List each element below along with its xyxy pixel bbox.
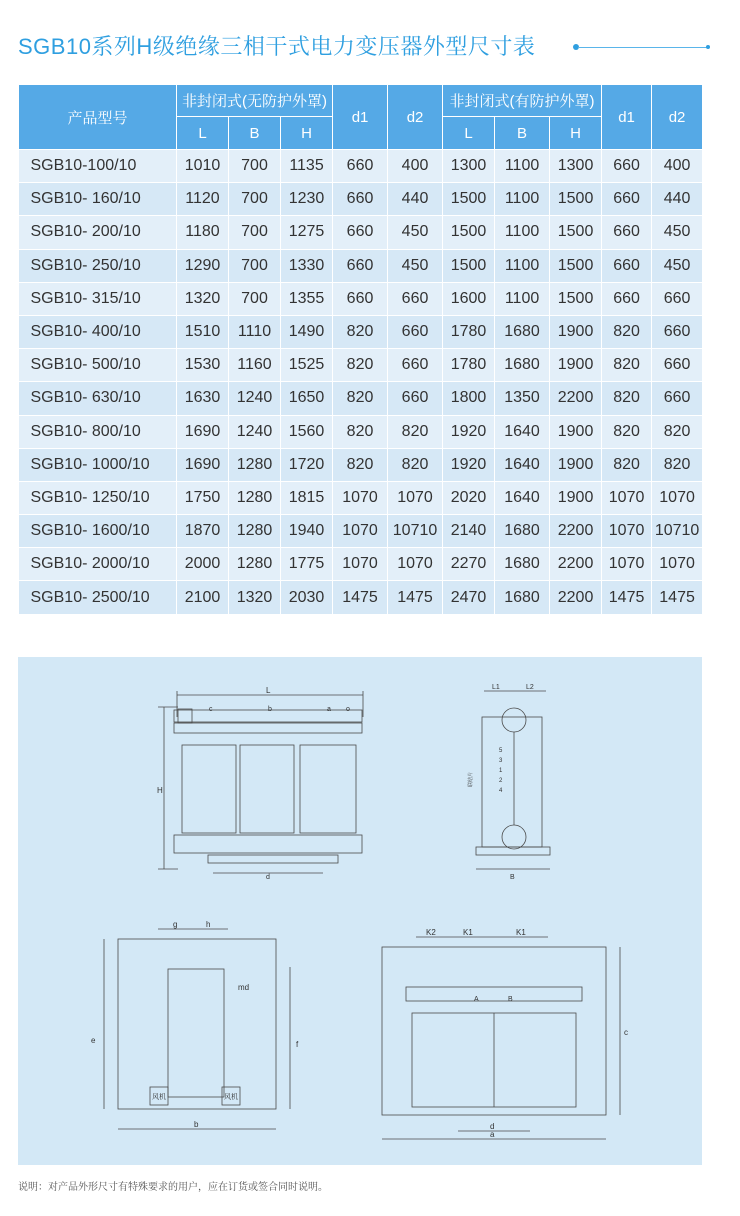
dimension-cell: 400: [652, 150, 703, 183]
dimension-cell: 1100: [495, 216, 550, 249]
table-row: [19, 183, 703, 216]
header-L: L: [177, 117, 229, 150]
dimension-cell: 1135: [281, 150, 333, 183]
model-cell: SGB10- 630/10: [19, 382, 177, 415]
dimension-cell: 1500: [550, 216, 602, 249]
dimension-cell: 1300: [550, 150, 602, 183]
table-row: [19, 415, 703, 448]
title-dot-right: [706, 45, 710, 49]
model-cell: SGB10- 1600/10: [19, 515, 177, 548]
dimension-cell: 820: [388, 415, 443, 448]
dimension-cell: 1070: [388, 481, 443, 514]
table-row: [19, 315, 703, 348]
dimension-cell: 1110: [229, 315, 281, 348]
dimension-cell: 1490: [281, 315, 333, 348]
dimension-cell: 2270: [443, 548, 495, 581]
model-cell: SGB10- 2500/10: [19, 581, 177, 614]
dimension-cell: 1070: [652, 481, 703, 514]
dimension-cell: 1510: [177, 315, 229, 348]
model-cell: SGB10- 160/10: [19, 183, 177, 216]
dimension-cell: 660: [388, 282, 443, 315]
header-H: H: [281, 117, 333, 150]
dimension-cell: 660: [652, 315, 703, 348]
table-row: [19, 448, 703, 481]
header-H-shielded: H: [550, 117, 602, 150]
dimension-cell: 2200: [550, 548, 602, 581]
dimension-cell: 1900: [550, 415, 602, 448]
dimension-cell: 820: [602, 315, 652, 348]
model-cell: SGB10- 200/10: [19, 216, 177, 249]
dimension-cell: 660: [602, 150, 652, 183]
dimension-cell: 450: [652, 249, 703, 282]
dimension-cell: 1070: [602, 515, 652, 548]
dimension-cell: 820: [652, 448, 703, 481]
dimension-cell: 1475: [333, 581, 388, 614]
outline-drawing-panel: [18, 657, 702, 1165]
table-body: [19, 150, 703, 615]
dimension-cell: 660: [333, 282, 388, 315]
dimension-cell: 1350: [495, 382, 550, 415]
dimension-cell: 820: [602, 382, 652, 415]
dimension-cell: 660: [602, 282, 652, 315]
header-d1: d1: [333, 85, 388, 150]
dimension-cell: 820: [388, 448, 443, 481]
dimension-cell: 660: [602, 249, 652, 282]
dimension-cell: 1780: [443, 315, 495, 348]
dimension-cell: 2020: [443, 481, 495, 514]
dimension-cell: 1290: [177, 249, 229, 282]
dimension-cell: 1600: [443, 282, 495, 315]
dimension-cell: 1680: [495, 349, 550, 382]
dimension-cell: 1300: [443, 150, 495, 183]
dim-d-bottom-label: d: [490, 1122, 495, 1131]
dim-K2-label: K2: [426, 928, 436, 937]
dimension-cell: 700: [229, 150, 281, 183]
dimension-cell: 1560: [281, 415, 333, 448]
table-row: [19, 548, 703, 581]
dim-a-bottom-label: a: [490, 1130, 495, 1139]
dim-K1-label: K1: [463, 928, 473, 937]
dim-c-side-label: c: [624, 1028, 628, 1037]
dimension-table: [18, 84, 703, 615]
dimension-cell: 1680: [495, 515, 550, 548]
dimension-cell: 2100: [177, 581, 229, 614]
dimension-cell: 1920: [443, 448, 495, 481]
dim-md-label: md: [238, 983, 250, 992]
model-cell: SGB10- 400/10: [19, 315, 177, 348]
dimension-cell: 1180: [177, 216, 229, 249]
dimension-cell: 660: [333, 183, 388, 216]
dimension-cell: 1240: [229, 382, 281, 415]
dimension-cell: 660: [652, 349, 703, 382]
title-decor-line: [578, 47, 708, 48]
dimension-cell: 820: [333, 448, 388, 481]
dimension-cell: 660: [602, 216, 652, 249]
dimension-cell: 10710: [652, 515, 703, 548]
dimension-cell: 1160: [229, 349, 281, 382]
dimension-cell: 660: [333, 150, 388, 183]
shielded-side-view-drawing: [91, 920, 299, 1129]
fan-label-left: 风机: [152, 1094, 166, 1101]
dim-K1-label-2: K1: [516, 928, 526, 937]
dimension-cell: 1525: [281, 349, 333, 382]
dimension-cell: 1640: [495, 448, 550, 481]
table-row: [19, 150, 703, 183]
model-cell: SGB10- 250/10: [19, 249, 177, 282]
dim-L-label: L: [266, 686, 271, 695]
dimension-cell: 1900: [550, 349, 602, 382]
dimension-cell: 1500: [550, 183, 602, 216]
dim-L1-label: L1: [492, 684, 500, 691]
dimension-cell: 440: [388, 183, 443, 216]
dimension-cell: 1500: [550, 282, 602, 315]
dim-B-label: B: [510, 874, 515, 881]
dimension-cell: 1500: [443, 183, 495, 216]
dimension-cell: 660: [652, 382, 703, 415]
dimension-cell: 660: [652, 282, 703, 315]
header-d2-shielded: d2: [652, 85, 703, 150]
dimension-cell: 660: [333, 249, 388, 282]
model-cell: SGB10- 1250/10: [19, 481, 177, 514]
dim-b-label: b: [268, 706, 272, 713]
dimension-cell: 1070: [333, 515, 388, 548]
dimension-cell: 1500: [443, 249, 495, 282]
dimension-cell: 1330: [281, 249, 333, 282]
dimension-cell: 1940: [281, 515, 333, 548]
dimension-cell: 1720: [281, 448, 333, 481]
dimension-cell: 1475: [602, 581, 652, 614]
dimension-cell: 1750: [177, 481, 229, 514]
dimension-cell: 1500: [550, 249, 602, 282]
dimension-cell: 820: [333, 382, 388, 415]
dim-o-label: o: [346, 706, 350, 713]
dimension-cell: 1070: [602, 481, 652, 514]
dimension-cell: 1870: [177, 515, 229, 548]
dimension-cell: 1070: [333, 548, 388, 581]
dimension-cell: 450: [652, 216, 703, 249]
dimension-cell: 1070: [333, 481, 388, 514]
dimension-cell: 820: [333, 415, 388, 448]
dimension-cell: 1280: [229, 548, 281, 581]
dimension-cell: 660: [388, 382, 443, 415]
dimension-cell: 1680: [495, 548, 550, 581]
model-cell: SGB10- 1000/10: [19, 448, 177, 481]
dimension-cell: 450: [388, 249, 443, 282]
outline-drawings: [18, 657, 702, 1165]
dim-e-label: e: [91, 1036, 96, 1045]
dimension-cell: 1800: [443, 382, 495, 415]
dimension-cell: 820: [652, 415, 703, 448]
header-d1-shielded: d1: [602, 85, 652, 150]
model-cell: SGB10- 2000/10: [19, 548, 177, 581]
page-title: SGB10系列H级绝缘三相干式电力变压器外型尺寸表: [18, 34, 536, 59]
dimension-cell: 1070: [602, 548, 652, 581]
dimension-cell: 1320: [177, 282, 229, 315]
dimension-cell: 2140: [443, 515, 495, 548]
dimension-cell: 1650: [281, 382, 333, 415]
dimension-cell: 2030: [281, 581, 333, 614]
dimension-cell: 2200: [550, 581, 602, 614]
header-L-shielded: L: [443, 117, 495, 150]
tap-label-4: 4: [499, 788, 503, 794]
model-cell: SGB10- 315/10: [19, 282, 177, 315]
dimension-cell: 820: [602, 415, 652, 448]
tap-label-1: 1: [499, 768, 503, 774]
dimension-cell: 660: [602, 183, 652, 216]
dim-b-bottom-label: b: [194, 1120, 199, 1129]
dimension-cell: 2200: [550, 515, 602, 548]
dimension-cell: 700: [229, 216, 281, 249]
dimension-cell: 1280: [229, 448, 281, 481]
dimension-cell: 2470: [443, 581, 495, 614]
header-group-shielded: 非封闭式(有防护外罩): [443, 85, 602, 117]
dimension-cell: 1280: [229, 481, 281, 514]
dimension-cell: 1100: [495, 183, 550, 216]
dimension-cell: 1680: [495, 581, 550, 614]
shielded-front-view-drawing: [382, 928, 628, 1139]
dimension-cell: 1920: [443, 415, 495, 448]
dimension-cell: 1320: [229, 581, 281, 614]
dim-B-front-label: B: [508, 996, 513, 1003]
tap-label-2: 2: [499, 778, 503, 784]
dimension-cell: 1010: [177, 150, 229, 183]
dimension-cell: 1630: [177, 382, 229, 415]
dimension-cell: 1475: [388, 581, 443, 614]
dim-L2-label: L2: [526, 684, 534, 691]
table-row: [19, 481, 703, 514]
dimension-cell: 1280: [229, 515, 281, 548]
dimension-cell: 1690: [177, 448, 229, 481]
table-row: [19, 216, 703, 249]
dimension-cell: 1775: [281, 548, 333, 581]
table-row: [19, 382, 703, 415]
dimension-cell: 1690: [177, 415, 229, 448]
dimension-cell: 660: [388, 349, 443, 382]
dimension-cell: 1680: [495, 315, 550, 348]
table-row: [19, 349, 703, 382]
dimension-cell: 700: [229, 249, 281, 282]
dimension-cell: 1100: [495, 150, 550, 183]
header-B: B: [229, 117, 281, 150]
dim-g-label: g: [173, 920, 178, 929]
table-row: [19, 282, 703, 315]
footnote: 说明：对产品外形尺寸有特殊要求的用户，应在订货或签合同时说明。: [18, 1182, 328, 1193]
dimension-cell: 1530: [177, 349, 229, 382]
dimension-cell: 1070: [652, 548, 703, 581]
dimension-cell: 1900: [550, 481, 602, 514]
dimension-cell: 1780: [443, 349, 495, 382]
dimension-cell: 2000: [177, 548, 229, 581]
fan-label-right: 风机: [224, 1094, 238, 1101]
table-row: [19, 515, 703, 548]
dim-f-label: f: [296, 1040, 299, 1049]
dimension-cell: 820: [602, 349, 652, 382]
tap-label-3: 3: [499, 758, 503, 764]
dimension-cell: 1500: [443, 216, 495, 249]
header-group-unshielded: 非封闭式(无防护外罩): [177, 85, 333, 117]
dimension-cell: 1100: [495, 282, 550, 315]
model-cell: SGB10-100/10: [19, 150, 177, 183]
dimension-cell: 1475: [652, 581, 703, 614]
header-d2: d2: [388, 85, 443, 150]
header-model: 产品型号: [19, 85, 177, 150]
dimension-cell: 700: [229, 282, 281, 315]
dim-A-label: A: [474, 996, 479, 1003]
dimension-cell: 660: [388, 315, 443, 348]
dimension-cell: 820: [333, 349, 388, 382]
dimension-cell: 820: [333, 315, 388, 348]
dimension-cell: 1815: [281, 481, 333, 514]
tap-label-5: 5: [499, 748, 503, 754]
dimension-cell: 1640: [495, 481, 550, 514]
header-B-shielded: B: [495, 117, 550, 150]
dimension-cell: 1900: [550, 448, 602, 481]
dimension-cell: 820: [602, 448, 652, 481]
dimension-cell: 440: [652, 183, 703, 216]
side-view-drawing: [467, 684, 550, 881]
table-row: [19, 581, 703, 614]
dimension-cell: 1355: [281, 282, 333, 315]
dim-c-label: c: [209, 706, 213, 713]
dimension-cell: 10710: [388, 515, 443, 548]
dimension-cell: 1900: [550, 315, 602, 348]
dim-a-label: a: [327, 706, 331, 713]
front-view-drawing: [157, 686, 363, 881]
model-cell: SGB10- 800/10: [19, 415, 177, 448]
dim-d-label: d: [266, 874, 270, 881]
dimension-cell: 1275: [281, 216, 333, 249]
dimension-cell: 660: [333, 216, 388, 249]
model-cell: SGB10- 500/10: [19, 349, 177, 382]
dimension-cell: 2200: [550, 382, 602, 415]
dimension-cell: 450: [388, 216, 443, 249]
dimension-cell: 1240: [229, 415, 281, 448]
dim-H-label: H: [157, 786, 163, 795]
dimension-cell: 1230: [281, 183, 333, 216]
dim-h-label: h: [206, 920, 211, 929]
dimension-cell: 1120: [177, 183, 229, 216]
table-row: [19, 249, 703, 282]
dimension-cell: 1070: [388, 548, 443, 581]
dimension-cell: 700: [229, 183, 281, 216]
tap-side-label: 联结片: [468, 771, 474, 787]
dimension-cell: 1100: [495, 249, 550, 282]
dimension-cell: 400: [388, 150, 443, 183]
dimension-cell: 1640: [495, 415, 550, 448]
